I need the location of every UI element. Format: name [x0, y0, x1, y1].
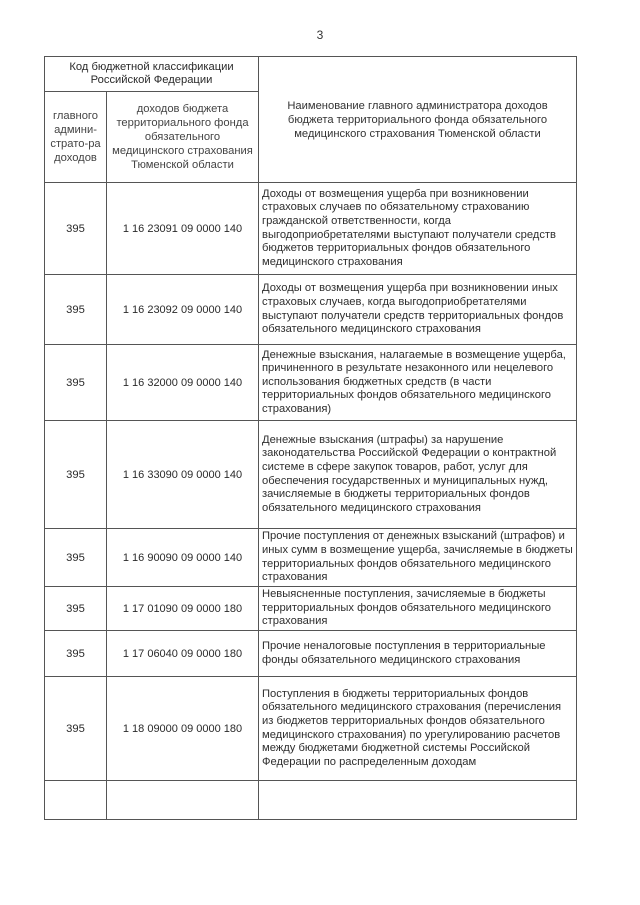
- income-name-cell: Денежные взыскания, налагаемые в возмещение ущерба, причиненного в результате незаконного или нецелевого использования бюджетных средств (в части территориальных фондов обязательного медицинского страхования): [259, 345, 577, 421]
- header-row-group: [45, 57, 577, 92]
- income-code-cell: 1 17 06040 09 0000 180: [107, 631, 259, 677]
- table-trailing-space: [45, 781, 577, 820]
- income-code-cell: 1 16 23091 09 0000 140: [107, 183, 259, 275]
- income-code-cell: 1 17 01090 09 0000 180: [107, 587, 259, 631]
- table-row: [45, 529, 577, 587]
- table-row: [45, 345, 577, 421]
- income-name-cell: Прочие поступления от денежных взысканий (штрафов) и иных сумм в возмещение ущерба, зачисляемые в бюджеты территориальных фондов обязательного медицинского страхования: [259, 529, 577, 587]
- admin-code-cell: 395: [45, 345, 107, 421]
- trailing-cell: [107, 781, 259, 820]
- page-number: 3: [316, 28, 324, 42]
- table-row: [45, 183, 577, 275]
- admin-code-cell: 395: [45, 421, 107, 529]
- admin-code-cell: 395: [45, 529, 107, 587]
- header-admin-column: главного админи-страто-ра доходов: [45, 92, 107, 183]
- admin-code-cell: 395: [45, 677, 107, 781]
- header-code-column: доходов бюджета территориального фонда обязательного медицинского страхования Тюменской области: [107, 92, 259, 183]
- header-classification-code: Код бюджетной классификации Российской Федерации: [45, 57, 259, 92]
- income-name-cell: Невыясненные поступления, зачисляемые в бюджеты территориальных фондов обязательного медицинского страхования: [259, 587, 577, 631]
- table-row: [45, 275, 577, 345]
- admin-code-cell: 395: [45, 587, 107, 631]
- budget-classification-table: [44, 56, 577, 820]
- income-name-cell: Доходы от возмещения ущерба при возникновении иных страховых случаев, когда выгодоприобретателями выступают получатели средств территориальных фондов обязательного медицинского страхования: [259, 275, 577, 345]
- table-row: [45, 631, 577, 677]
- income-code-cell: 1 16 33090 09 0000 140: [107, 421, 259, 529]
- income-code-cell: 1 18 09000 09 0000 180: [107, 677, 259, 781]
- income-name-cell: Доходы от возмещения ущерба при возникновении страховых случаев по обязательному страхованию гражданской ответственности, когда выгодоприобретателями выступают получатели средств бюджетов территориальных фондов обязательного медицинского страхования: [259, 183, 577, 275]
- income-code-cell: 1 16 23092 09 0000 140: [107, 275, 259, 345]
- table-row: [45, 421, 577, 529]
- income-name-cell: Денежные взыскания (штрафы) за нарушение законодательства Российской Федерации о контрактной системе в сфере закупок товаров, работ, услуг для обеспечения государственных и муниципальных нужд, зачисляемые в бюджеты территориальных фондов обязательного медицинского страхования: [259, 421, 577, 529]
- trailing-cell: [45, 781, 107, 820]
- header-administrator-name: Наименование главного администратора доходов бюджета территориального фонда обязательного медицинского страхования Тюменской области: [259, 57, 577, 183]
- income-code-cell: 1 16 32000 09 0000 140: [107, 345, 259, 421]
- table-row: [45, 677, 577, 781]
- income-name-cell: Поступления в бюджеты территориальных фондов обязательного медицинского страхования (перечисления из бюджетов территориальных фондов обязательного медицинского страхования) по урегулированию расчетов между бюджетами бюджетной системы Российской Федерации по распределенным доходам: [259, 677, 577, 781]
- trailing-cell: [259, 781, 577, 820]
- income-name-cell: Прочие неналоговые поступления в территориальные фонды обязательного медицинского страхования: [259, 631, 577, 677]
- admin-code-cell: 395: [45, 183, 107, 275]
- admin-code-cell: 395: [45, 631, 107, 677]
- table-row: [45, 587, 577, 631]
- income-code-cell: 1 16 90090 09 0000 140: [107, 529, 259, 587]
- admin-code-cell: 395: [45, 275, 107, 345]
